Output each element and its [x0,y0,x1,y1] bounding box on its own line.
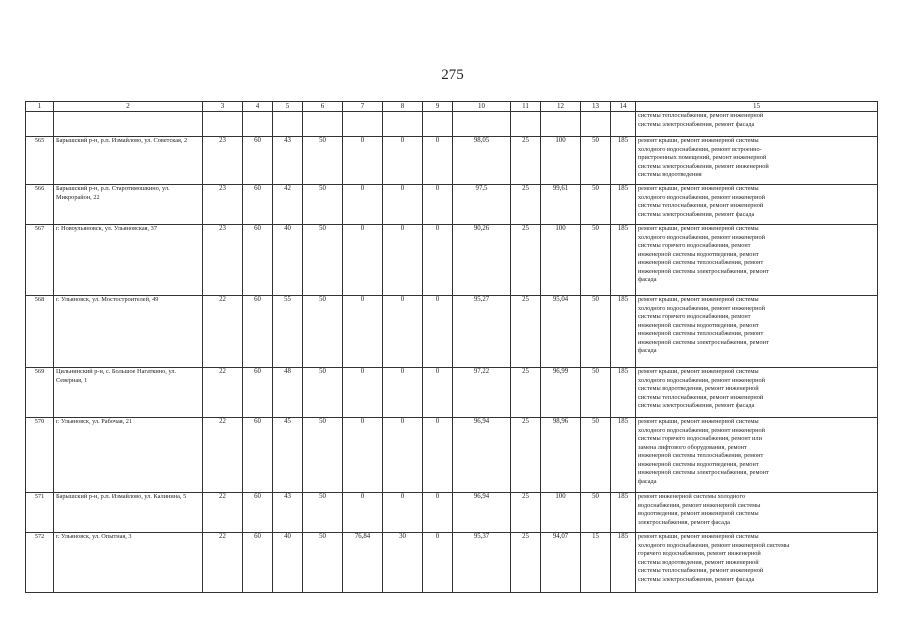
value-cell: 0 [343,137,383,185]
value-cell: 185 [611,185,636,225]
value-cell: 0 [383,493,423,533]
value-cell: 97,22 [453,368,511,418]
value-cell: 0 [383,368,423,418]
value-cell: 96,94 [453,493,511,533]
continuation-row [26,112,878,137]
value-cell: 0 [423,493,453,533]
value-cell: 60 [243,296,273,368]
value-cell: 50 [581,225,611,296]
value-cell: 96,99 [541,368,581,418]
table-row [26,493,878,533]
value-cell: 185 [611,296,636,368]
address-cell: Барышский р-н, р.п. Измайлово, ул. Советская, 2 [54,137,203,185]
value-cell: 50 [303,225,343,296]
value-cell: 40 [273,533,303,593]
value-cell: 185 [611,418,636,493]
value-cell: 15 [581,533,611,593]
table-row [26,296,878,368]
value-cell: 25 [511,533,541,593]
header-cell: 10 [453,102,511,112]
value-cell: 50 [303,185,343,225]
value-cell: 0 [423,418,453,493]
row-number: 570 [26,418,54,493]
value-cell: 25 [511,296,541,368]
value-cell: 22 [203,418,243,493]
row-number: 572 [26,533,54,593]
value-cell: 50 [303,418,343,493]
value-cell: 185 [611,137,636,185]
value-cell: 0 [423,225,453,296]
row-number: 569 [26,368,54,418]
header-cell: 6 [303,102,343,112]
header-cell: 2 [54,102,203,112]
value-cell: 100 [541,137,581,185]
table-body [26,102,878,593]
header-cell: 4 [243,102,273,112]
address-cell: г. Ульяновск, ул. Рабочая, 21 [54,418,203,493]
header-cell: 12 [541,102,581,112]
header-cell: 8 [383,102,423,112]
value-cell: 48 [273,368,303,418]
table-row [26,225,878,296]
value-cell: 50 [303,533,343,593]
value-cell: 50 [303,368,343,418]
row-number: 565 [26,137,54,185]
value-cell: 25 [511,225,541,296]
header-cell: 7 [343,102,383,112]
address-cell: Барышский р-н, р.п. Измайлово, ул. Калинина, 5 [54,493,203,533]
value-cell: 42 [273,185,303,225]
address-cell: г. Ульяновск, ул. Опытная, 3 [54,533,203,593]
value-cell: 23 [203,137,243,185]
value-cell: 50 [581,493,611,533]
value-cell: 0 [343,185,383,225]
address-cell: г. Новоульяновск, ул. Ульяновская, 37 [54,225,203,296]
value-cell: 0 [383,418,423,493]
repair-program-table [25,101,878,593]
value-cell: 55 [273,296,303,368]
works-cell: ремонт крыши, ремонт инженерной системы холодного водоснабжения, ремонт инженерной системы горячего водоснабжения, ремонт или замена лифтового оборудования, ремонт инженерной системы теплоснабжения, ремонт инженерной системы водоотведения, ремонт инженерной системы электроснабжения, ремонт фасада [636,418,878,493]
value-cell: 98,96 [541,418,581,493]
row-number: 571 [26,493,54,533]
continuation-text: системы теплоснабжения, ремонт инженерной системы электроснабжения, ремонт фасада [636,112,878,137]
works-cell: ремонт крыши, ремонт инженерной системы холодного водоснабжения, ремонт инженерной системы горячего водоснабжения, ремонт инженерной системы водоотведения, ремонт инженерной системы теплоснабжения, ремонт инженерной системы электроснабжения, ремонт фасада [636,296,878,368]
value-cell: 25 [511,137,541,185]
works-cell: ремонт крыши, ремонт инженерной системы холодного водоснабжения, ремонт инженерной системы водоотведения, ремонт инженерной системы теплоснабжения, ремонт инженерной системы электроснабжения, ремонт фасада [636,368,878,418]
value-cell: 25 [511,418,541,493]
table-row [26,418,878,493]
table-row [26,137,878,185]
value-cell: 185 [611,225,636,296]
value-cell: 185 [611,533,636,593]
value-cell: 60 [243,533,273,593]
works-cell: ремонт инженерной системы холодного водоснабжения, ремонт инженерной системы водоотведения, ремонт инженерной системы электроснабжения, ремонт фасада [636,493,878,533]
row-number: 566 [26,185,54,225]
value-cell: 25 [511,185,541,225]
value-cell: 0 [423,533,453,593]
value-cell: 60 [243,137,273,185]
works-cell: ремонт крыши, ремонт инженерной системы холодного водоснабжения, ремонт инженерной системы горячего водоснабжения, ремонт инженерной системы водоотведения, ремонт инженерной системы теплоснабжения, ремонт инженерной системы электроснабжения, ремонт фасада [636,225,878,296]
header-row [26,102,878,112]
value-cell: 60 [243,493,273,533]
value-cell: 25 [511,493,541,533]
value-cell: 23 [203,225,243,296]
table-row [26,533,878,593]
value-cell: 43 [273,137,303,185]
value-cell: 50 [581,137,611,185]
table-row [26,368,878,418]
value-cell: 50 [303,493,343,533]
value-cell: 94,07 [541,533,581,593]
row-number: 567 [26,225,54,296]
value-cell: 0 [423,368,453,418]
value-cell: 0 [343,225,383,296]
value-cell: 0 [343,418,383,493]
value-cell: 60 [243,368,273,418]
works-cell: ремонт крыши, ремонт инженерной системы холодного водоснабжения, ремонт встроенно- пристроенных помещений, ремонт инженерной системы электроснабжения, ремонт инженерной системы водоотведения [636,137,878,185]
value-cell: 50 [581,296,611,368]
value-cell: 0 [343,368,383,418]
value-cell: 50 [581,185,611,225]
value-cell: 50 [581,368,611,418]
value-cell: 22 [203,493,243,533]
value-cell: 0 [423,185,453,225]
value-cell: 0 [423,137,453,185]
address-cell: г. Ульяновск, ул. Мостостроителей, 49 [54,296,203,368]
value-cell: 0 [383,137,423,185]
value-cell: 95,04 [541,296,581,368]
header-cell: 3 [203,102,243,112]
value-cell: 0 [383,296,423,368]
value-cell: 23 [203,185,243,225]
header-cell: 11 [511,102,541,112]
row-number: 568 [26,296,54,368]
value-cell: 100 [541,225,581,296]
value-cell: 30 [383,533,423,593]
value-cell: 95,27 [453,296,511,368]
value-cell: 97,5 [453,185,511,225]
header-cell: 14 [611,102,636,112]
value-cell: 22 [203,296,243,368]
works-cell: ремонт крыши, ремонт инженерной системы холодного водоснабжения, ремонт инженерной системы горячего водоснабжения, ремонт инженерной системы водоотведения, ремонт инженерной системы теплоснабжения, ремонт инженерной системы электроснабжения, ремонт фасада [636,533,878,593]
value-cell: 185 [611,368,636,418]
table-row [26,185,878,225]
header-cell: 13 [581,102,611,112]
value-cell: 50 [303,137,343,185]
header-cell: 5 [273,102,303,112]
value-cell: 0 [383,225,423,296]
value-cell: 60 [243,185,273,225]
value-cell: 98,05 [453,137,511,185]
value-cell: 0 [383,185,423,225]
value-cell: 185 [611,493,636,533]
value-cell: 60 [243,418,273,493]
value-cell: 100 [541,493,581,533]
value-cell: 95,37 [453,533,511,593]
header-cell: 1 [26,102,54,112]
value-cell: 0 [343,493,383,533]
value-cell: 0 [423,296,453,368]
value-cell: 45 [273,418,303,493]
value-cell: 60 [243,225,273,296]
value-cell: 96,94 [453,418,511,493]
header-cell: 15 [636,102,878,112]
value-cell: 76,84 [343,533,383,593]
works-cell: ремонт крыши, ремонт инженерной системы холодного водоснабжения, ремонт инженерной системы теплоснабжения, ремонт инженерной системы электроснабжения, ремонт фасада [636,185,878,225]
address-cell: Барышский р-н, р.п. Старотимошкино, ул. Микрорайон, 22 [54,185,203,225]
value-cell: 99,61 [541,185,581,225]
value-cell: 90,26 [453,225,511,296]
address-cell: Цильнинский р-н, с. Большое Нагаткино, ул. Северная, 1 [54,368,203,418]
header-cell: 9 [423,102,453,112]
page-number: 275 [441,67,464,83]
value-cell: 22 [203,533,243,593]
value-cell: 40 [273,225,303,296]
value-cell: 43 [273,493,303,533]
value-cell: 50 [303,296,343,368]
value-cell: 25 [511,368,541,418]
value-cell: 50 [581,418,611,493]
value-cell: 0 [343,296,383,368]
value-cell: 22 [203,368,243,418]
